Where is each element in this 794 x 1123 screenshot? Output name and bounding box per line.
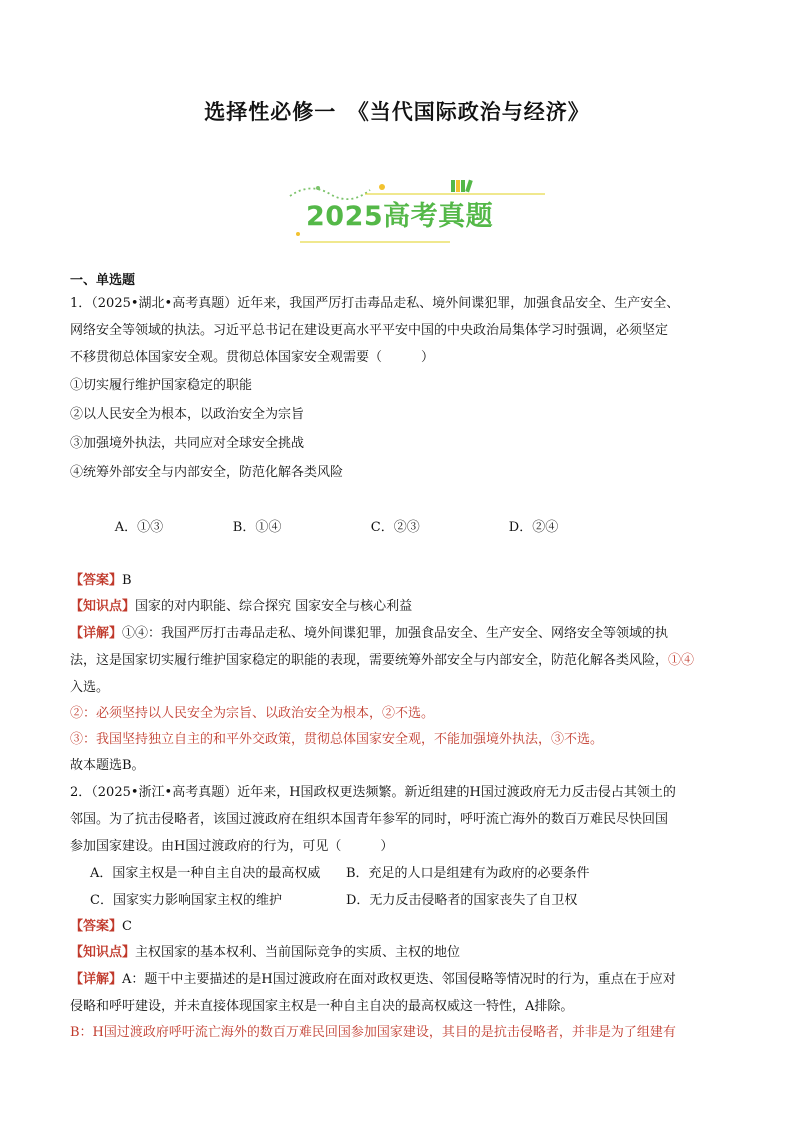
q2-detail-label: 【详解】 xyxy=(70,972,123,987)
question-content xyxy=(70,272,730,1046)
q2-option-c[interactable]: C．国家实力影响国家主权的维护 xyxy=(90,893,282,908)
q1-option-a[interactable]: A．①③ xyxy=(114,520,164,535)
dot-yellow-small xyxy=(296,232,300,236)
question-1 xyxy=(70,290,730,779)
q1-option-d[interactable]: D．②④ xyxy=(508,520,559,535)
dot-green xyxy=(316,186,320,190)
q1-stem xyxy=(70,290,730,371)
q1-detail xyxy=(70,620,730,701)
q1-detail-marker: ①④ xyxy=(668,653,695,668)
q1-answer-label: 【答案】 xyxy=(70,573,123,588)
q2-knowledge-text: 主权国家的基本权利、当前国际竞争的实质、主权的地位 xyxy=(135,945,461,960)
q1-red-line-1: ②：必须坚持以人民安全为宗旨、以政治安全为根本，②不选。 xyxy=(70,706,435,721)
q1-options xyxy=(70,487,730,568)
q1-item-4: ④统筹外部安全与内部安全，防范化解各类风险 xyxy=(70,465,344,480)
q1-stem-line-3: 不移贯彻总体国家安全观。贯彻总体国家安全观需要（ ） xyxy=(70,350,435,365)
q1-red-line-2: ③：我国坚持独立自主的和平外交政策，贯彻总体国家安全观，不能加强境外执法，③不选。 xyxy=(70,732,604,747)
q2-red-line: B：H国过渡政府呼吁流亡海外的数百万难民回国参加国家建设，其目的是抗击侵略者，并非是为了组建有 xyxy=(70,1025,676,1040)
question-2 xyxy=(70,779,730,1046)
q2-detail xyxy=(70,966,730,1020)
q1-detail-line-2: 法，这是国家切实履行维护国家稳定的职能的表现，需要统筹外部安全与内部安全，防范化解各类风险， xyxy=(70,653,669,668)
q2-stem-line-2: 邻国。为了抗击侵略者，该国过渡政府在组织本国青年参军的同时，呼吁流亡海外的数百万难民尽快回国 xyxy=(70,812,669,827)
banner-title: 2025高考真题 xyxy=(306,201,494,232)
q1-item-3: ③加强境外执法，共同应对全球安全挑战 xyxy=(70,436,305,451)
q2-source: （2025•浙江•高考真题） xyxy=(91,785,238,800)
q1-conclusion: 故本题选B。 xyxy=(70,758,145,773)
q1-knowledge-label: 【知识点】 xyxy=(70,599,136,614)
q1-knowledge xyxy=(70,594,730,620)
q2-detail-line-2: 侵略和呼吁建设，并未直接体现国家主权是一种自主自决的最高权威这一特性，A排除。 xyxy=(70,999,574,1014)
q1-detail-line-1: ①④：我国严厉打击毒品走私、境外间谍犯罪，加强食品安全、生产安全、网络安全等领域的执 xyxy=(122,626,669,641)
q1-item-1: ①切实履行维护国家稳定的职能 xyxy=(70,378,253,393)
dot-yellow xyxy=(379,184,385,190)
q1-number: 1． xyxy=(70,296,92,311)
q1-item-2: ②以人民安全为根本，以政治安全为宗旨 xyxy=(70,407,305,422)
q1-answer-value: B xyxy=(122,573,132,588)
q2-knowledge-label: 【知识点】 xyxy=(70,945,136,960)
q1-option-b[interactable]: B．①④ xyxy=(232,520,282,535)
q2-knowledge xyxy=(70,940,730,966)
q1-option-c[interactable]: C．②③ xyxy=(370,520,420,535)
q1-items xyxy=(70,371,730,487)
q2-options-row-1 xyxy=(70,860,730,887)
q1-answer xyxy=(70,568,730,594)
q1-source: （2025•湖北•高考真题） xyxy=(91,296,238,311)
q2-option-b[interactable]: B．充足的人口是组建有为政府的必要条件 xyxy=(346,866,590,881)
q2-stem-line-1: 近年来，H国政权更迭频繁。新近组建的H国过渡政府无力反击侵占其领土的 xyxy=(237,785,676,800)
q2-option-d[interactable]: D．无力反击侵略者的国家丧失了自卫权 xyxy=(346,893,578,908)
q2-options-row-2 xyxy=(70,887,730,914)
q1-detail-label: 【详解】 xyxy=(70,626,123,641)
q1-stem-line-2: 网络安全等领域的执法。习近平总书记在建设更高水平平安中国的中央政治局集体学习时强调，必须坚定 xyxy=(70,323,669,338)
q2-answer-value: C xyxy=(122,919,132,934)
q2-stem xyxy=(70,779,730,860)
q2-answer xyxy=(70,914,730,940)
q2-number: 2． xyxy=(70,785,92,800)
document-title: 选择性必修一 《当代国际政治与经济》 xyxy=(204,99,590,124)
q1-knowledge-text: 国家的对内职能、综合探究 国家安全与核心利益 xyxy=(135,599,413,614)
q2-detail-line-1: A：题干中主要描述的是H国过渡政府在面对政权更迭、邻国侵略等情况时的行为，重点在于应对 xyxy=(122,972,676,987)
books-icon xyxy=(451,180,473,193)
q2-stem-line-3: 参加国家建设。由H国过渡政府的行为，可见（ ） xyxy=(70,839,394,854)
q2-option-a[interactable]: A．国家主权是一种自主自决的最高权威 xyxy=(90,866,321,881)
q1-detail-line-3: 入选。 xyxy=(70,680,110,695)
q2-answer-label: 【答案】 xyxy=(70,919,123,934)
section-heading: 一、单选题 xyxy=(70,273,136,288)
q1-stem-line-1: 近年来，我国严厉打击毒品走私、境外间谍犯罪，加强食品安全、生产安全、 xyxy=(237,296,680,311)
